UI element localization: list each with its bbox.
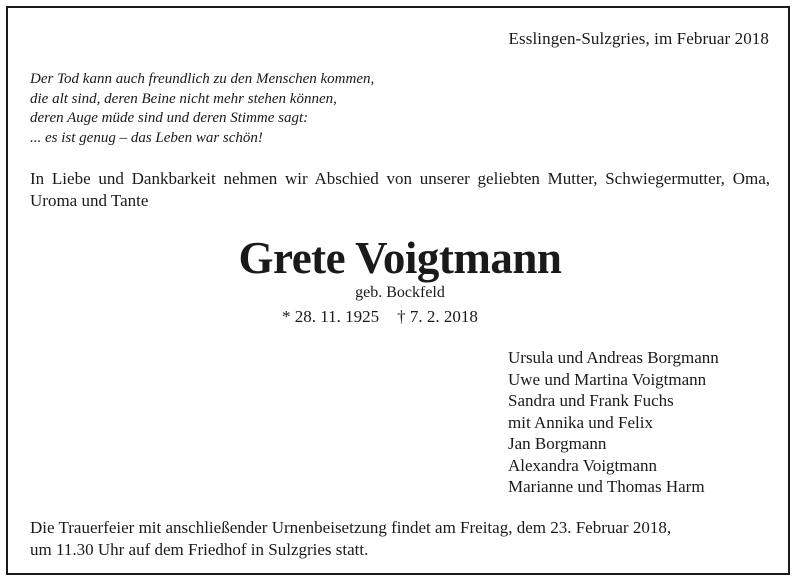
mourner-line: mit Annika und Felix [508,412,653,432]
birth-date: * 28. 11. 1925 [282,307,380,326]
intro-text: In Liebe und Dankbarkeit nehmen wir Abschied von unserer geliebten Mutter, Schwiegermutter, Oma, Uroma und Tante [30,169,770,210]
poem-line: deren Auge müde sind und deren Stimme sagt: [30,110,309,126]
maiden-name: geb. Bockfeld [355,284,445,301]
deceased-name: Grete Voigtmann [238,233,562,283]
mourner-line: Jan Borgmann [508,434,607,453]
mourner-line: Uwe und Martina Voigtmann [508,369,707,389]
mourner-line: Ursula und Andreas Borgmann [508,348,719,367]
funeral-details-line: Die Trauerfeier mit anschließender Urnenbeisetzung findet am Freitag, dem 23. Februar 2018, [30,518,672,537]
poem-line: Der Tod kann auch freundlich zu den Menschen kommen, [30,71,375,87]
poem-line: die alt sind, deren Beine nicht mehr stehen können, [30,90,337,107]
poem-line: ... es ist genug – das Leben war schön! [30,129,263,146]
mourner-line: Sandra und Frank Fuchs [508,391,674,410]
life-dates [282,307,478,327]
death-date: † 7. 2. 2018 [397,307,478,326]
place-date: Esslingen-Sulzgries, im Februar 2018 [508,29,769,48]
funeral-details [30,517,770,561]
mourner-line: Alexandra Voigtmann [508,455,658,475]
funeral-details-line: um 11.30 Uhr auf dem Friedhof in Sulzgries statt. [30,540,369,559]
mourners-list [508,347,719,498]
mourner-line: Marianne und Thomas Harm [508,477,705,496]
poem [30,70,374,148]
